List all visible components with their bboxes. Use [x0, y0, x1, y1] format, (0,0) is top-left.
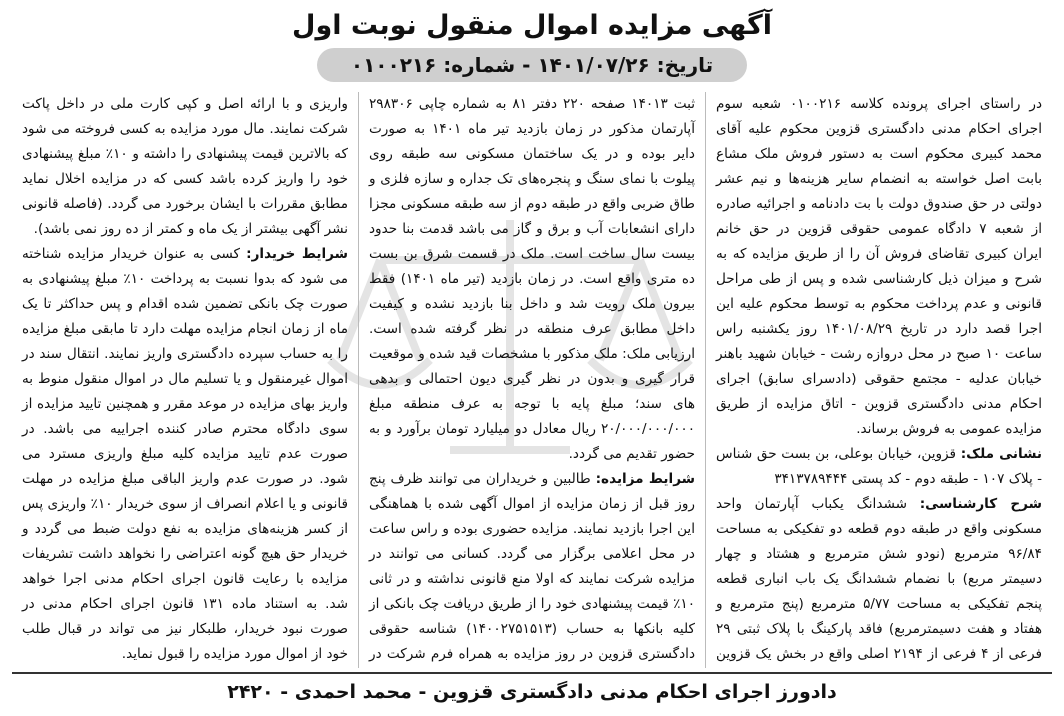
expert-text: ششدانگ یکباب آپارتمان واحد مسکونی واقع در طبقه دوم قطعه دو تفکیکی به مساحت ۹۶/۸۴ مترمربع (نودو شش مترمربع و هشتاد و چهار دسیمتر مربع) با نضمام ششدانگ یک باب انباری قطعه پنجم تفکیکی به مساحت ۵/۷۷ مترمربع (پنج مترمربع و هفتاد و هفت دسیمترمربع) فاقد پارکینگ با پلاک ثبتی ۲۹ فرعی از ۴ فرعی از ۲۱۹۴ اصلی واقع در بخش یک قزوین — [716, 496, 1042, 662]
signature-footer: دادورز اجرای احکام مدنی دادگستری قزوین - محمد احمدی - ۲۴۲۰ — [12, 672, 1052, 710]
intro-paragraph: در راستای اجرای پرونده کلاسه ۰۱۰۰۲۱۶ شعبه سوم اجرای احکام مدنی دادگستری قزوین محکوم علیه آقای محمد کبیری محکوم است به دستور فروش ملک مشاع بابت اصل خواسته به انضمام سایر هزینه‌ها و نیم عشر دولتی در حق صندوق دولت با بت دادنامه و اجرائیه صادره از شعبه ۷ دادگاه عمومی حقوقی قزوین در حق خانم ایران کبیری تقاضای فروش آن را از طریق مزایده که به شرح و میزان ذیل کارشناسی شده و پس از طی مراحل قانونی و عدم پرداخت محکوم به توسط محکوم علیه این اجرا قصد دارد در تاریخ ۱۴۰۱/۰۸/۲۹ روز یکشنبه راس ساعت ۱۰ صبح در محل دروازه رشت - خیابان شهید باهنر خیابان عدلیه - مجتمع حقوقی (دادسرای سابق) اجرای احکام مدنی دادگستری قزوین - اتاق مزایده از طریق مزایده عمومی به فروش برساند. — [716, 96, 1043, 437]
notice-body-columns — [12, 92, 1052, 668]
buyer-terms-text: کسی به عنوان خریدار مزایده شناخته می شود که بدوا نسبت به پرداخت ۱۰٪ مبلغ پیشنهادی به صورت چک بانکی تضمین شده اقدام و پس حداکثر تا یک ماه از زمان انجام مزایده مهلت دارد تا مابقی مبلغ مزایده را به حساب سپرده دادگستری واریز نمایند. انتقال سند در اموال غیرمنقول و یا تسلیم مال در اموال منقول منوط به واریز بهای مزایده در موعد مقرر و همچنین تایید مزایده از سوی دادگاه محترم صادر کننده اجراییه می باشد. در صورت عدم تایید مزایده کلیه مبلغ واریزی مسترد می شود. در صورت عدم واریز الباقی مبلغ مزایده در مهلت قانونی و یا اعلام انصراف از سوی خریدار ۱۰٪ واریزی پس از کسر هزینه‌های مزایده به نفع دولت ضبط می گردد و خریدار حق هیچ گونه اعتراضی را نخواهد داشت تشریفات مزایده با رعایت قانون اجرای احکام مدنی اجرا خواهد شد. به استناد ماده ۱۳۱ قانون اجرای احکام مدنی در صورت نبود خریدار، طلبکار نیز می تواند در قبال طلب خود از اموال مورد مزایده را قبول نماید. — [22, 246, 349, 662]
buyer-terms-paragraph — [22, 242, 348, 667]
auction-terms-text: طالبین و خریداران می توانند ظرف پنج روز قبل از زمان مزایده از اموال آگهی شده با هماهنگی این اجرا بازدید نمایند. مزایده حضوری بوده و راس ساعت در محل اعلامی برگزار می گردد. کسانی می توانند در مزایده شرکت نمایند که اولا منع قانونی نداشته و در ثانی ۱۰٪ قیمت پیشنهادی خود را از طریق دریافت چک بانکی از کلیه بانکها به حساب (۱۴۰۰۲۷۵۱۵۱۳) شناسه حقوقی دادگستری قزوین در روز مزایده به همراه فرم شرکت در — [369, 471, 695, 662]
buyer-terms-label: شرایط خریدار: — [246, 246, 349, 262]
auction-terms-paragraph — [369, 467, 695, 668]
column-right — [706, 92, 1052, 668]
address-paragraph — [716, 442, 1042, 492]
auction-terms-label: شرایط مزایده: — [595, 471, 696, 487]
date-number-banner: تاریخ: ۱۴۰۱/۰۷/۲۶ - شماره: ۰۱۰۰۲۱۶ — [317, 48, 747, 82]
submission-paragraph: واریزی و با ارائه اصل و کپی کارت ملی در داخل پاکت شرکت نمایند. مال مورد مزایده به کسی فروخته می شود که بالاترین قیمت پیشنهادی را داشته و ۱۰٪ مبلغ پیشنهادی خود را واریز کرده باشد کسی که در مزایده اخلال نماید مطابق مقررات با ایشان برخورد می گردد. (فاصله قانونی نشر آگهی بیشتر از یک ماه و کمتر از ده روز نمی باشد). — [22, 96, 349, 237]
expert-label: شرح کارشناسی: — [919, 496, 1042, 512]
address-label: نشانی ملک: — [960, 446, 1043, 462]
date-banner-wrap — [12, 48, 1052, 82]
expert-paragraph — [716, 492, 1042, 668]
notice-title: آگهی مزایده اموال منقول نوبت اول — [292, 10, 772, 41]
property-description-paragraph: ثبت ۱۴۰۱۳ صفحه ۲۲۰ دفتر ۸۱ به شماره چاپی ۲۹۸۳۰۶ آپارتمان مذکور در زمان بازدید تیر ماه ۱۴۰۱ به صورت دایر بوده و در یک ساختمان مسکونی سه طبقه روی پیلوت با نمای سنگ و پنجره‌های تک جداره و سازه فلزی و طاق ضربی واقع در طبقه دوم از سه طبقه مسکونی مجزا دارای انشعابات آب و برق و گاز می باشد قدمت بنا حدود بیست سال ساخت است. ملک در قسمت شرق بن بست ده متری واقع است. در زمان بازدید (تیر ماه ۱۴۰۱) فقط بیرون ملک رویت شد و داخل بنا بازدید نشده و کیفیت داخل مطابق عرف منطقه در نظر گرفته شده است. ارزیابی ملک: ملک مذکور با مشخصات قید شده و موقعیت قرار گیری و بدون در نظر گیری دیون احتمالی و بدهی های سند؛ مبلغ پایه با توجه به عرف منطقه مبلغ ۲۰/۰۰۰/۰۰۰/۰۰۰ ریال معادل دو میلیارد تومان برآورد و به حضور تقدیم می گردد. — [369, 96, 696, 462]
column-left — [12, 92, 359, 668]
address-text: قزوین، خیابان بوعلی، بن بست حق شناس - پلاک ۱۰۷ - طبقه دوم - کد پستی ۳۴۱۳۷۸۹۴۴۴ — [716, 446, 1042, 487]
column-middle — [359, 92, 706, 668]
